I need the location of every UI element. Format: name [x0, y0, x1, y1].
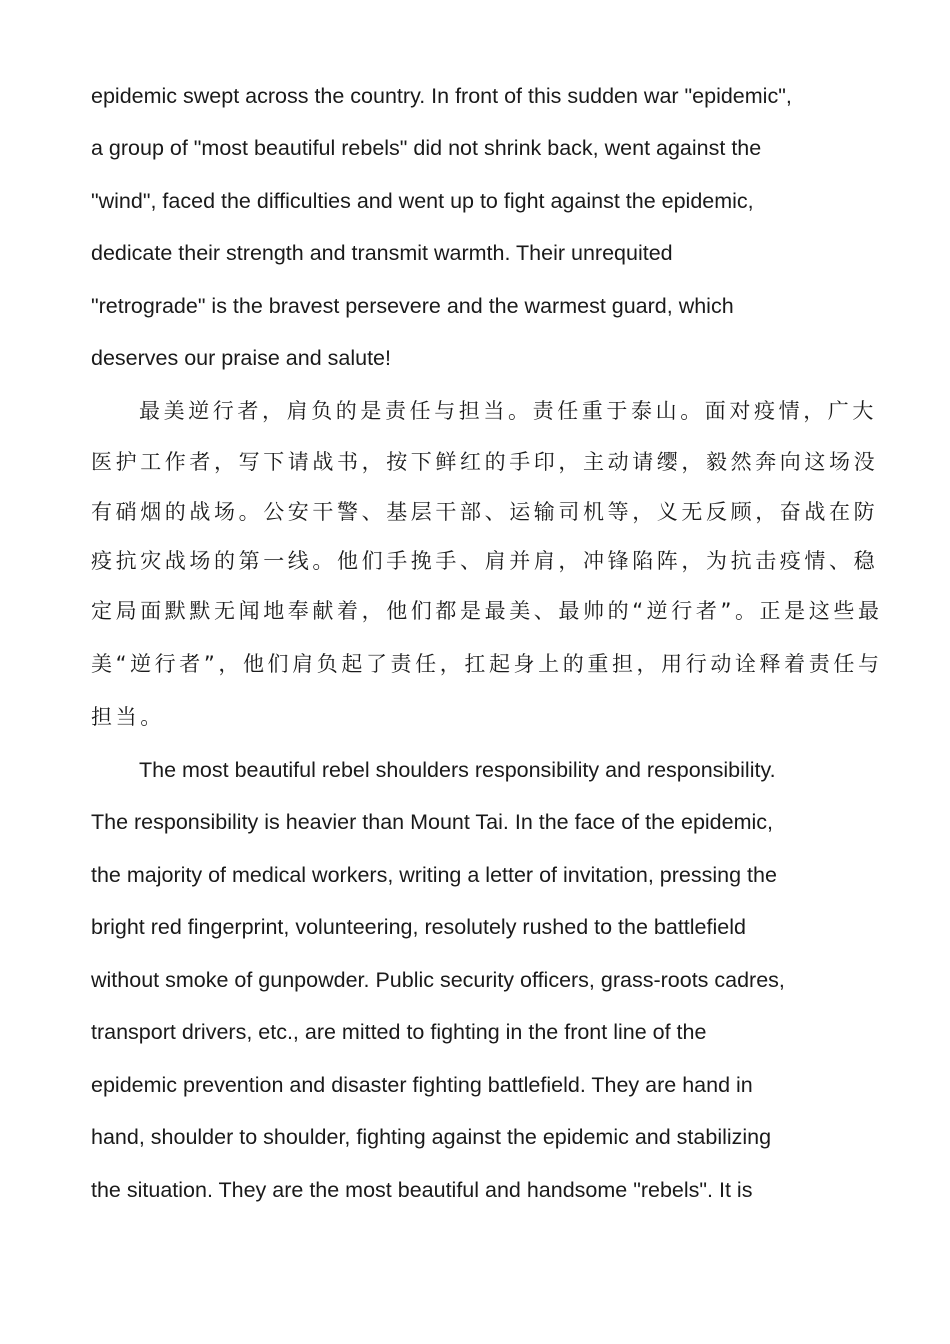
text-line: The most beautiful rebel shoulders responsibility and responsibility. [139, 758, 776, 782]
text-line: 担当。 [91, 705, 165, 729]
text-line: "retrograde" is the bravest persevere and the warmest guard, which [91, 294, 734, 318]
text-line: The responsibility is heavier than Mount Tai. In the face of the epidemic, [91, 810, 774, 834]
text-line: the situation. They are the most beautiful and handsome "rebels". It is [91, 1178, 753, 1202]
text-line: hand, shoulder to shoulder, fighting against the epidemic and stabilizing [91, 1125, 772, 1149]
text-line: epidemic prevention and disaster fighting battlefield. They are hand in [91, 1073, 753, 1097]
text-line: epidemic swept across the country. In front of this sudden war "epidemic", [91, 84, 792, 108]
text-line: 最美逆行者，肩负的是责任与担当。责任重于泰山。面对疫情，广大 [139, 399, 877, 423]
text-line: 疫抗灾战场的第一线。他们手挽手、肩并肩，冲锋陷阵，为抗击疫情、稳 [91, 549, 879, 573]
text-line: 医护工作者，写下请战书，按下鲜红的手印，主动请缨，毅然奔向这场没 [91, 450, 879, 474]
text-line: deserves our praise and salute! [91, 346, 391, 370]
text-line: a group of "most beautiful rebels" did not shrink back, went against the [91, 136, 762, 160]
text-line: the majority of medical workers, writing a letter of invitation, pressing the [91, 863, 777, 887]
text-line: 定局面默默无闻地奉献着，他们都是最美、最帅的“逆行者”。正是这些最 [91, 599, 883, 623]
text-line: 美“逆行者”，他们肩负起了责任，扛起身上的重担，用行动诠释着责任与 [91, 652, 883, 676]
text-line: dedicate their strength and transmit warmth. Their unrequited [91, 241, 673, 265]
text-line: 有硝烟的战场。公安干警、基层干部、运输司机等，义无反顾，奋战在防 [91, 500, 879, 524]
text-line: without smoke of gunpowder. Public security officers, grass-roots cadres, [91, 968, 785, 992]
text-line: bright red fingerprint, volunteering, resolutely rushed to the battlefield [91, 915, 746, 939]
text-line: "wind", faced the difficulties and went up to fight against the epidemic, [91, 189, 754, 213]
text-line: transport drivers, etc., are mitted to fighting in the front line of the [91, 1020, 707, 1044]
